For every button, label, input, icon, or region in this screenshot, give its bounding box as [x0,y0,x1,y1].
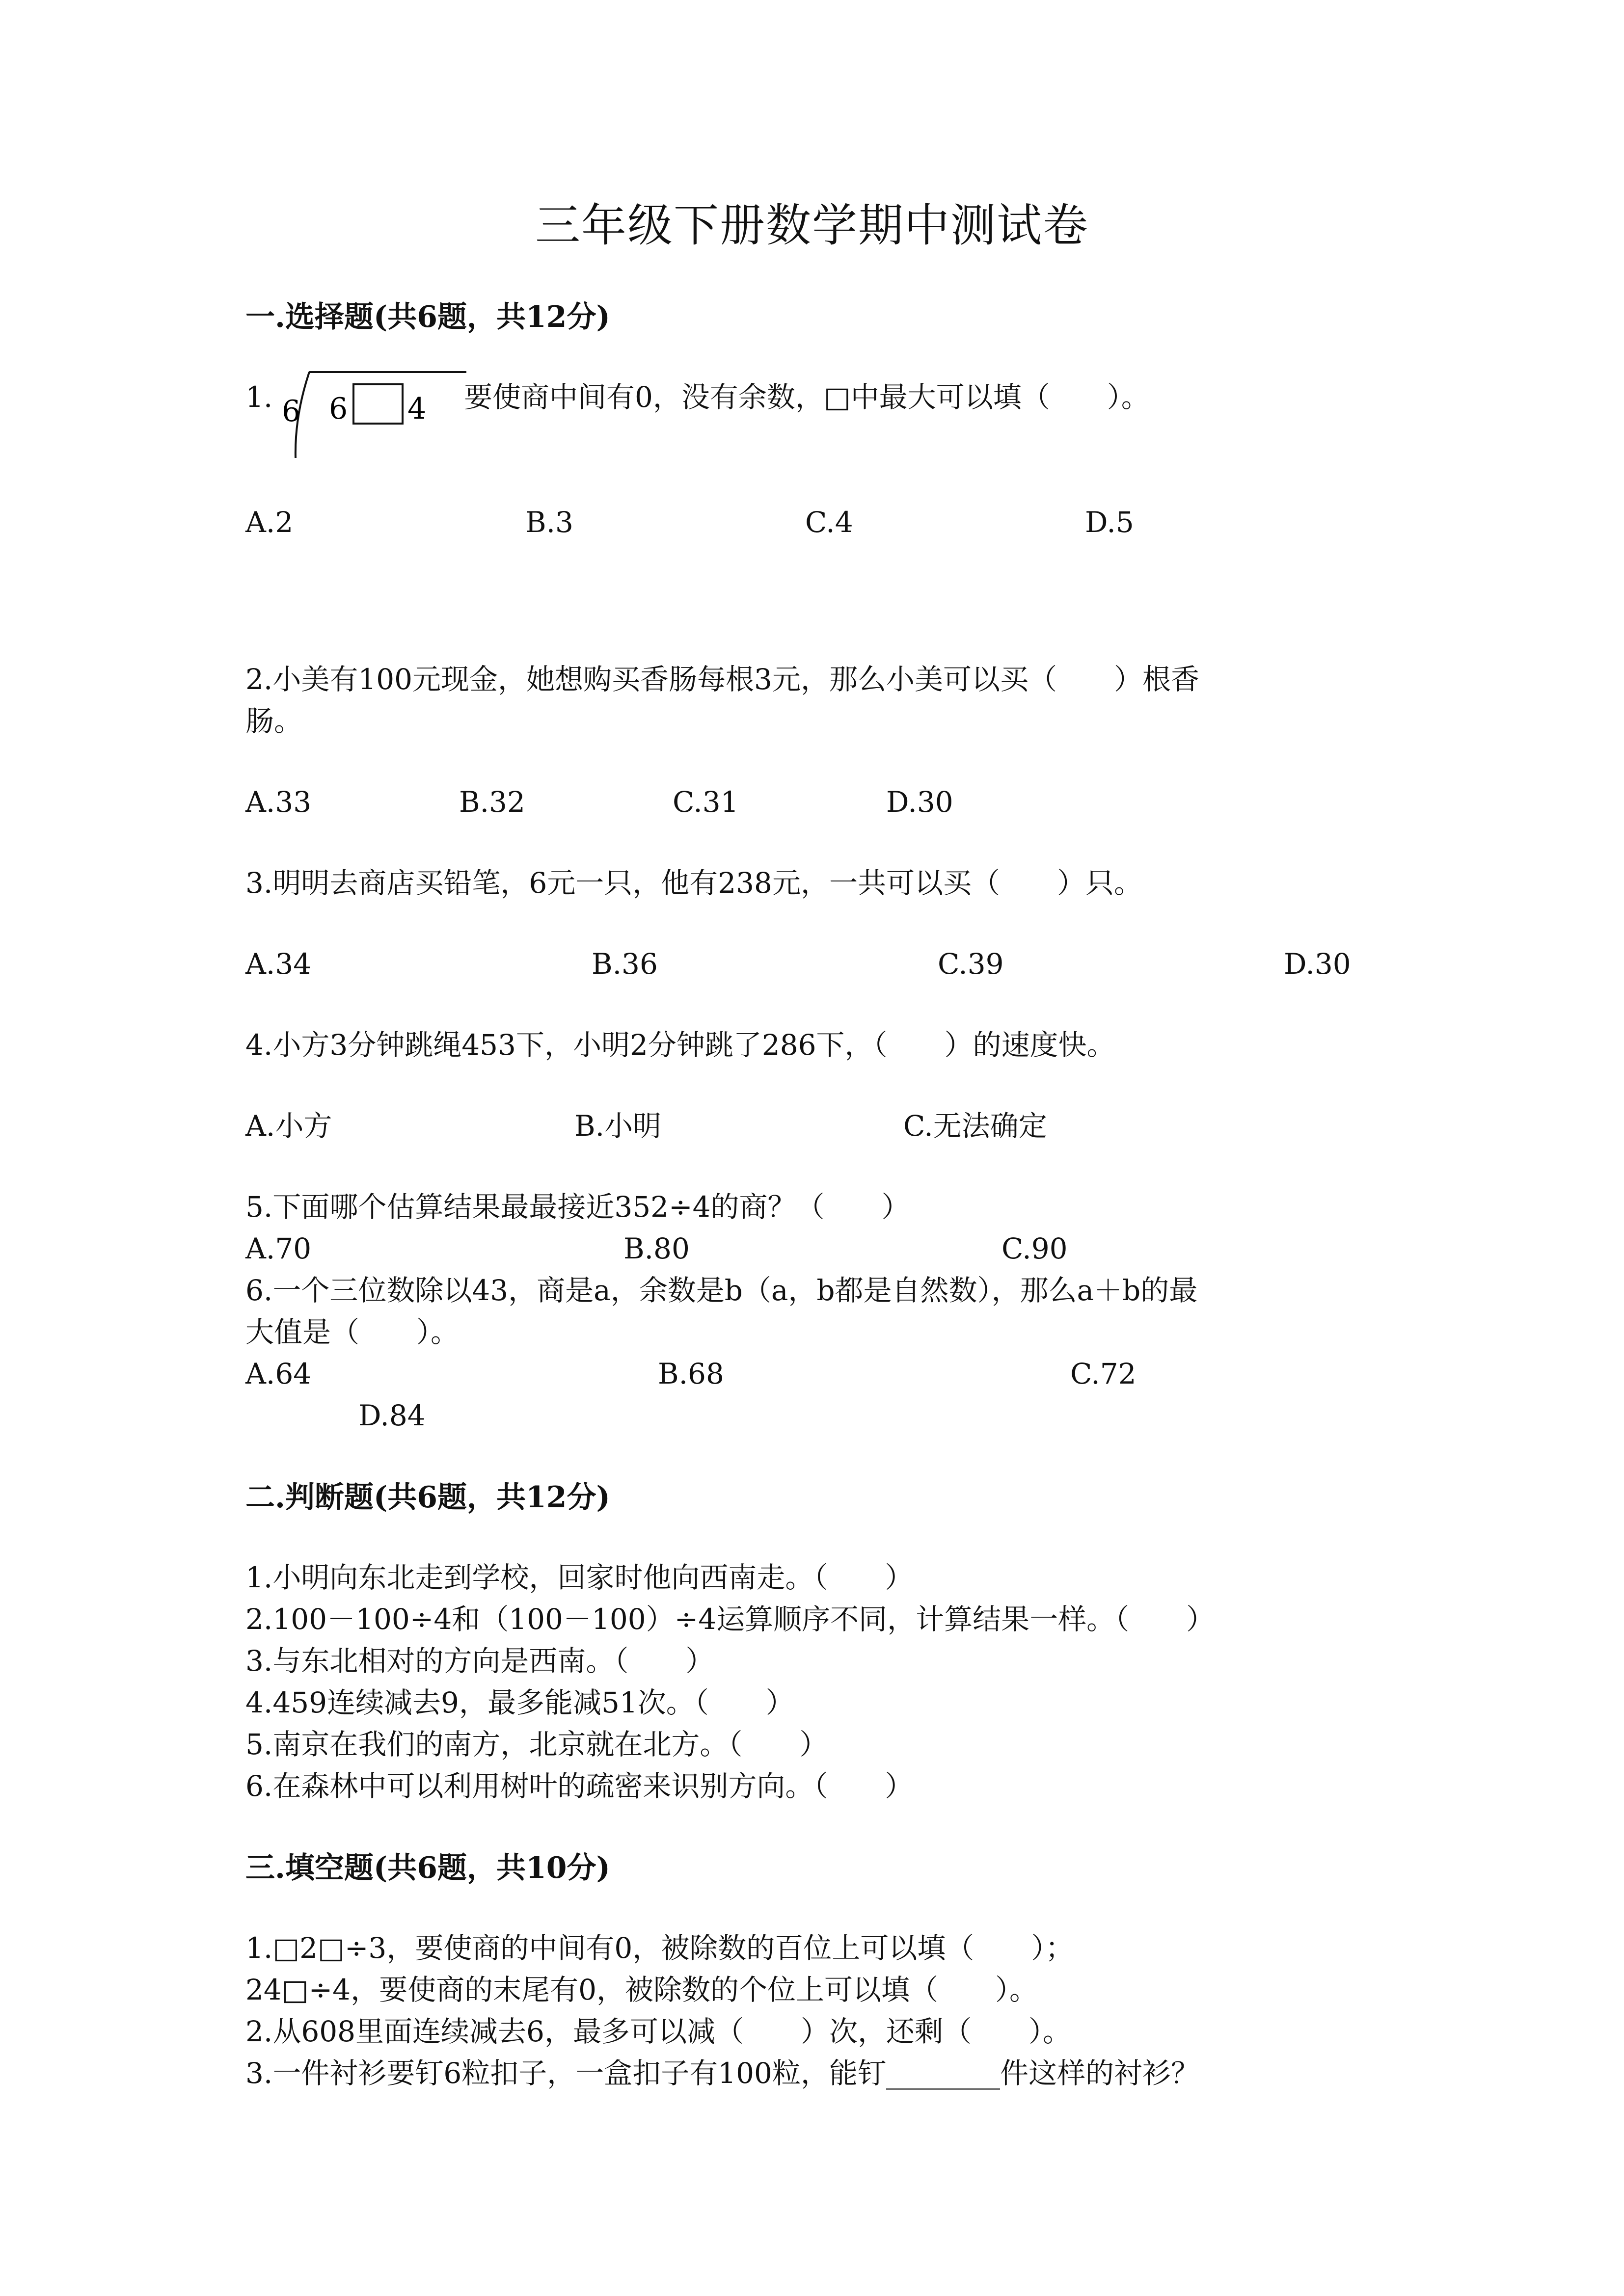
option: C.72 [1070,1357,1137,1390]
question-text: 3.明明去商店买铅笔，6元一只，他有238元，一共可以买（ ）只。 [245,866,1142,900]
option: B.32 [459,785,525,819]
question-text: 大值是（ ）。 [245,1315,460,1349]
list-item: 1.□2□÷3，要使商的中间有0，被除数的百位上可以填（ ）； [245,1931,1074,1965]
dividend-right-digit: 4 [407,392,427,426]
page-title: 三年级下册数学期中测试卷 [535,199,1089,252]
list-item: 3.与东北相对的方向是西南。（ ） [245,1644,714,1678]
question-number: 1. [245,380,273,414]
dividend-left-digit: 6 [329,392,348,426]
option: C.90 [1001,1232,1068,1265]
option: A.64 [245,1357,312,1390]
question-text: 4.小方3分钟跳绳453下，小明2分钟跳了286下，（ ）的速度快。 [245,1028,1115,1062]
option: B.68 [658,1357,724,1390]
option: A.2 [245,506,294,539]
question-text: 肠。 [245,704,303,738]
option: A.33 [245,785,312,819]
long-division-figure [280,357,466,460]
option: A.34 [245,947,312,981]
option: B.80 [623,1232,690,1265]
option: C.无法确定 [903,1109,1047,1143]
option: C.4 [805,506,853,539]
question-text: 要使商中间有0，没有余数，□中最大可以填（ ）。 [464,380,1150,414]
option: B.小明 [574,1109,662,1143]
question-text: 5.下面哪个估算结果最最接近352÷4的商？（ ） [245,1190,910,1224]
list-item: 3.一件衬衫要钉6粒扣子，一盒扣子有100粒，能钉________件这样的衬衫？ [245,2056,1199,2090]
option: B.36 [592,947,658,981]
list-item: 2.从608里面连续减去6，最多可以减（ ）次，还剩（ ）。 [245,2015,1071,2048]
blank-box [353,384,403,424]
list-item: 4.459连续减去9，最多能减51次。（ ） [245,1686,794,1719]
list-item: 24□÷4，要使商的末尾有0，被除数的个位上可以填（ ）。 [245,1973,1038,2006]
option: D.5 [1085,506,1134,539]
option: B.3 [525,506,573,539]
option: D.84 [358,1399,426,1432]
list-item: 1.小明向东北走到学校，回家时他向西南走。（ ） [245,1561,914,1594]
section-heading-choice: 一.选择题(共6题，共12分) [245,300,610,334]
section-heading-fill-blank: 三.填空题(共6题，共10分) [245,1851,610,1885]
option: A.70 [245,1232,312,1265]
list-item: 6.在森林中可以利用树叶的疏密来识别方向。（ ） [245,1769,914,1803]
list-item: 2.100－100÷4和（100－100）÷4运算顺序不同，计算结果一样。（ ） [245,1602,1215,1636]
question-text: 6.一个三位数除以43，商是a，余数是b（a，b都是自然数），那么a＋b的最 [245,1274,1198,1307]
list-item: 5.南京在我们的南方，北京就在北方。（ ） [245,1728,828,1761]
divisor-digit: 6 [282,394,301,428]
option: C.39 [938,947,1004,981]
option: C.31 [673,785,739,819]
option: D.30 [886,785,953,819]
question-text: 2.小美有100元现金，她想购买香肠每根3元，那么小美可以买（ ）根香 [245,663,1199,696]
section-heading-judgement: 二.判断题(共6题，共12分) [245,1480,610,1515]
option: A.小方 [245,1109,332,1143]
option: D.30 [1284,947,1351,981]
